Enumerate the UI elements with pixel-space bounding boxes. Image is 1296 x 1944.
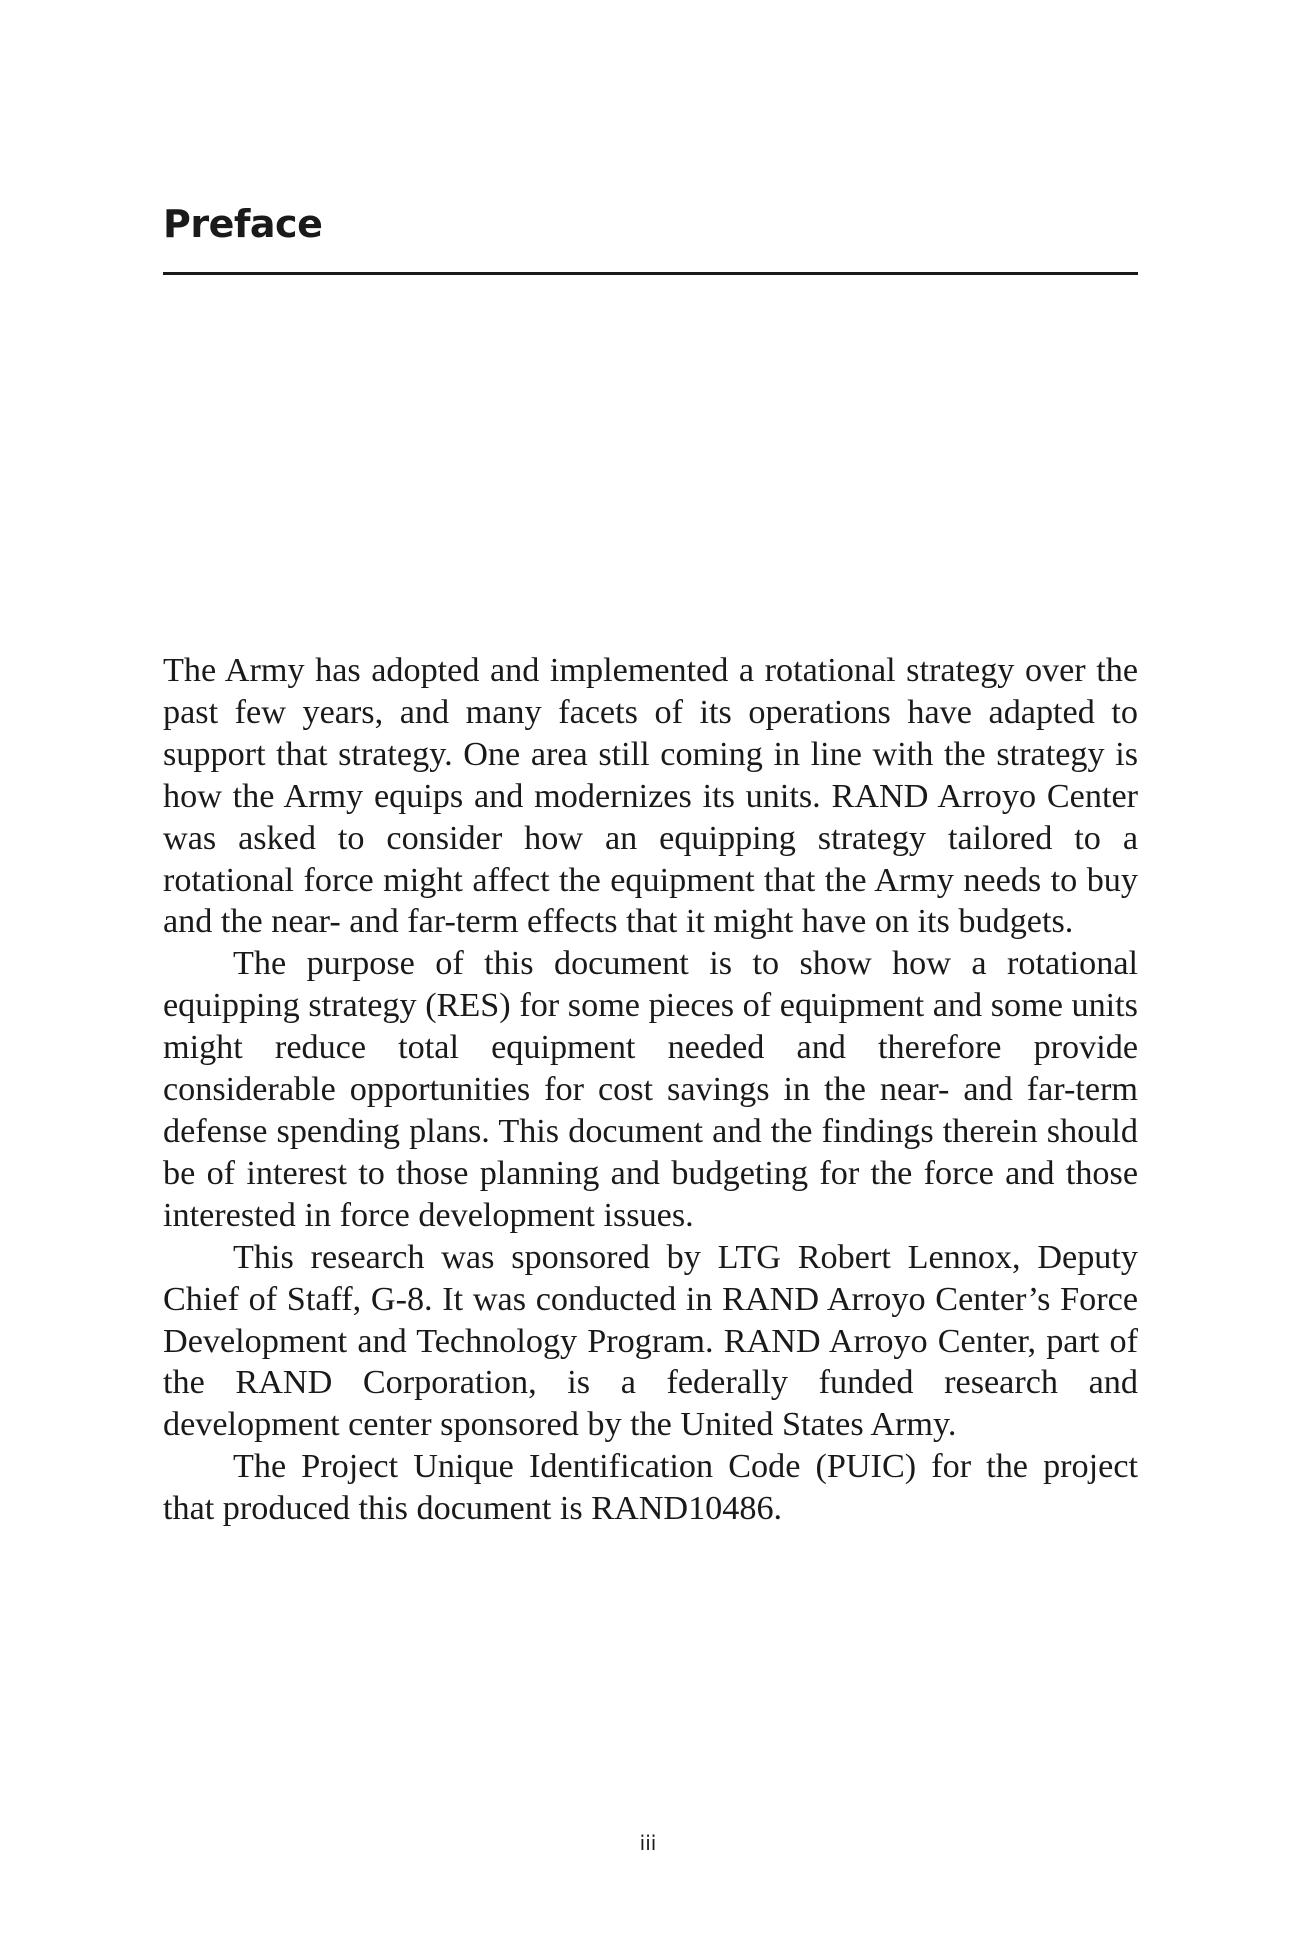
paragraph-4: The Project Unique Identification Code (PUIC) for the project that produced this document is RAND10486. xyxy=(163,1448,1138,1528)
paragraph-2: The purpose of this document is to show how a rotational equipping strategy (RES) for some pieces of equipment and some units might reduce total equipment needed and therefore provide considerable opportunities for cost savings in the near- and far-term defense spending plans. This document and the findings therein should be of interest to those planning and budgeting for the force and those interested in force development issues. xyxy=(163,945,1138,1234)
paragraph-1: The Army has adopted and implemented a rotational strategy over the past few years, and many facets of its operations have adapted to support that strategy. One area still coming in line with the strategy is how the Army equips and modernizes its units. RAND Arroyo Center was asked to consider how an equipping strategy tailored to a rotational force might affect the equipment that the Army needs to buy and the near- and far-term effects that it might have on its budgets. xyxy=(163,652,1138,941)
page-title: Preface xyxy=(163,202,323,246)
page-number: iii xyxy=(639,1831,657,1855)
title-rule xyxy=(163,272,1138,275)
paragraph-3: This research was sponsored by LTG Robert Lennox, Deputy Chief of Staff, G-8. It was conducted in RAND Arroyo Center’s Force Development and Technology Program. RAND Arroyo Center, part of the RAND Corporation, is a federally funded research and development center sponsored by the United States Army. xyxy=(163,1238,1138,1444)
preface-body xyxy=(163,650,1138,1530)
